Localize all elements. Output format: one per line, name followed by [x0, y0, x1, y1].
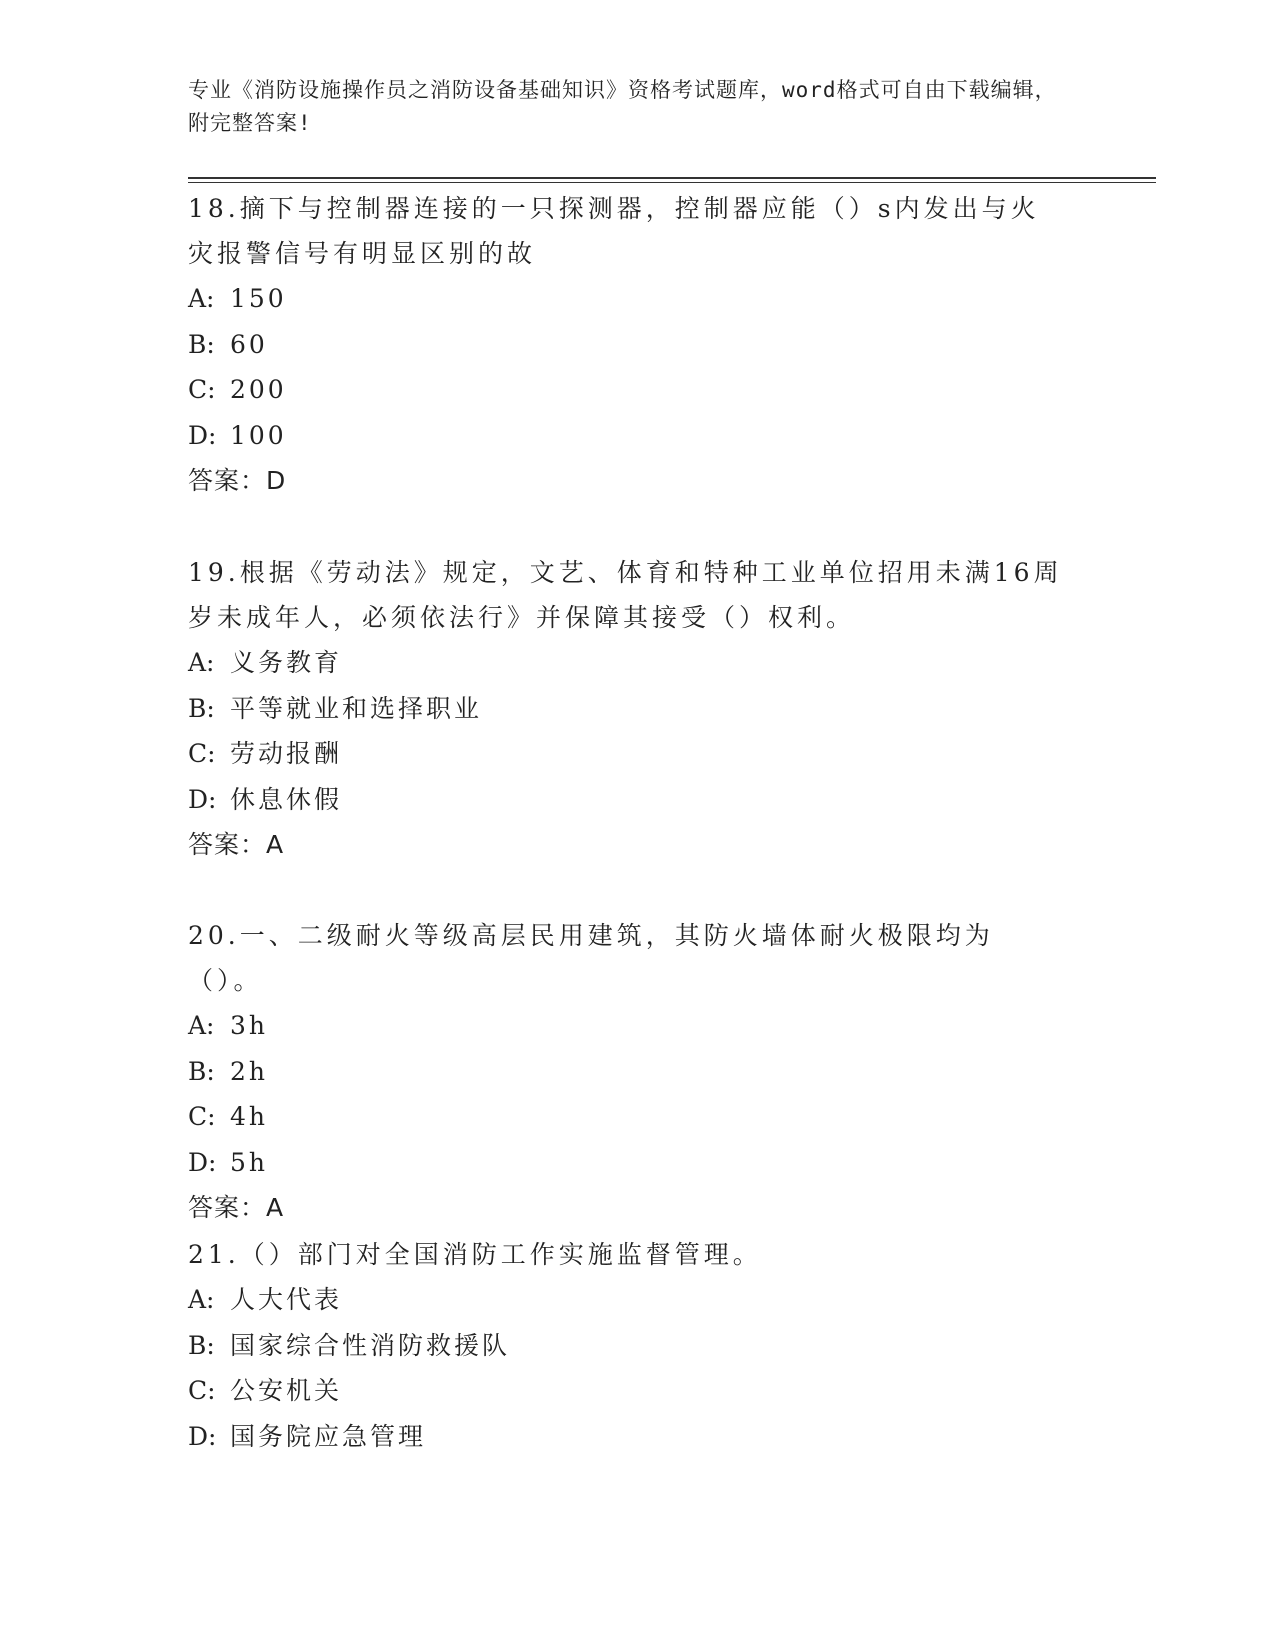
question-stem: 18.摘下与控制器连接的一只探测器，控制器应能（）s内发出与火灾报警信号有明显区别的故 — [188, 194, 1040, 268]
option-text: 人大代表 — [230, 1285, 343, 1314]
option-letter: C: — [188, 375, 216, 405]
option-letter: C: — [188, 739, 216, 769]
option-letter: C: — [188, 1102, 216, 1132]
option-text: 200 — [230, 375, 287, 405]
option-text: 150 — [230, 284, 287, 313]
header-divider-thick — [188, 177, 1156, 179]
option-d — [188, 1140, 1068, 1186]
option-c — [188, 731, 1068, 777]
question-20 — [188, 913, 1068, 1230]
option-letter: C: — [188, 1376, 216, 1406]
question-21 — [188, 1232, 1068, 1459]
option-b — [188, 686, 1068, 732]
option-a — [188, 1003, 1068, 1049]
option-text: 休息休假 — [230, 784, 343, 814]
option-text: 4h — [230, 1102, 269, 1132]
option-text: 义务教育 — [230, 648, 343, 677]
question-18 — [188, 186, 1068, 503]
option-text: 5h — [230, 1147, 269, 1177]
question-19 — [188, 550, 1068, 867]
question-stem: 20.一、二级耐火等级高层民用建筑，其防火墙体耐火极限均为（）。 — [188, 921, 994, 995]
option-text: 平等就业和选择职业 — [230, 693, 483, 723]
option-b — [188, 1049, 1068, 1095]
option-a — [188, 1277, 1068, 1323]
option-a — [188, 640, 1068, 686]
option-d — [188, 777, 1068, 823]
question-stem: 21.（）部门对全国消防工作实施监督管理。 — [188, 1240, 762, 1269]
option-c — [188, 1094, 1068, 1140]
option-a — [188, 276, 1068, 322]
option-text: 国务院应急管理 — [230, 1421, 427, 1451]
option-letter: B: — [188, 693, 215, 723]
option-letter: B: — [188, 1330, 215, 1360]
option-letter: A: — [188, 648, 215, 677]
option-text: 3h — [230, 1011, 269, 1040]
option-letter: A: — [188, 1011, 215, 1040]
option-b — [188, 322, 1068, 368]
option-text: 劳动报酬 — [230, 739, 343, 769]
question-stem: 19.根据《劳动法》规定，文艺、体育和特种工业单位招用未满16周岁未成年人，必须依法行》并保障其接受（）权利。 — [188, 558, 1063, 632]
option-text: 国家综合性消防救援队 — [230, 1330, 511, 1360]
answer-line: 答案：A — [188, 830, 285, 860]
option-letter: D: — [188, 1147, 217, 1177]
answer-line: 答案：D — [188, 466, 287, 496]
option-letter: B: — [188, 329, 215, 359]
option-letter: A: — [188, 1285, 215, 1314]
option-letter: D: — [188, 784, 217, 814]
option-b — [188, 1323, 1068, 1369]
option-text: 60 — [230, 329, 268, 359]
option-d — [188, 413, 1068, 459]
option-letter: D: — [188, 420, 217, 450]
option-letter: A: — [188, 284, 215, 313]
option-c — [188, 1368, 1068, 1414]
document-intro: 专业《消防设施操作员之消防设备基础知识》资格考试题库，word格式可自由下载编辑，附完整答案! — [188, 78, 1057, 135]
option-letter: D: — [188, 1421, 217, 1451]
header-divider-thin — [188, 182, 1156, 183]
answer-line: 答案：A — [188, 1193, 285, 1223]
option-text: 公安机关 — [230, 1376, 343, 1406]
option-d — [188, 1414, 1068, 1460]
option-text: 2h — [230, 1056, 269, 1086]
option-letter: B: — [188, 1056, 215, 1086]
option-c — [188, 367, 1068, 413]
option-text: 100 — [230, 420, 287, 450]
